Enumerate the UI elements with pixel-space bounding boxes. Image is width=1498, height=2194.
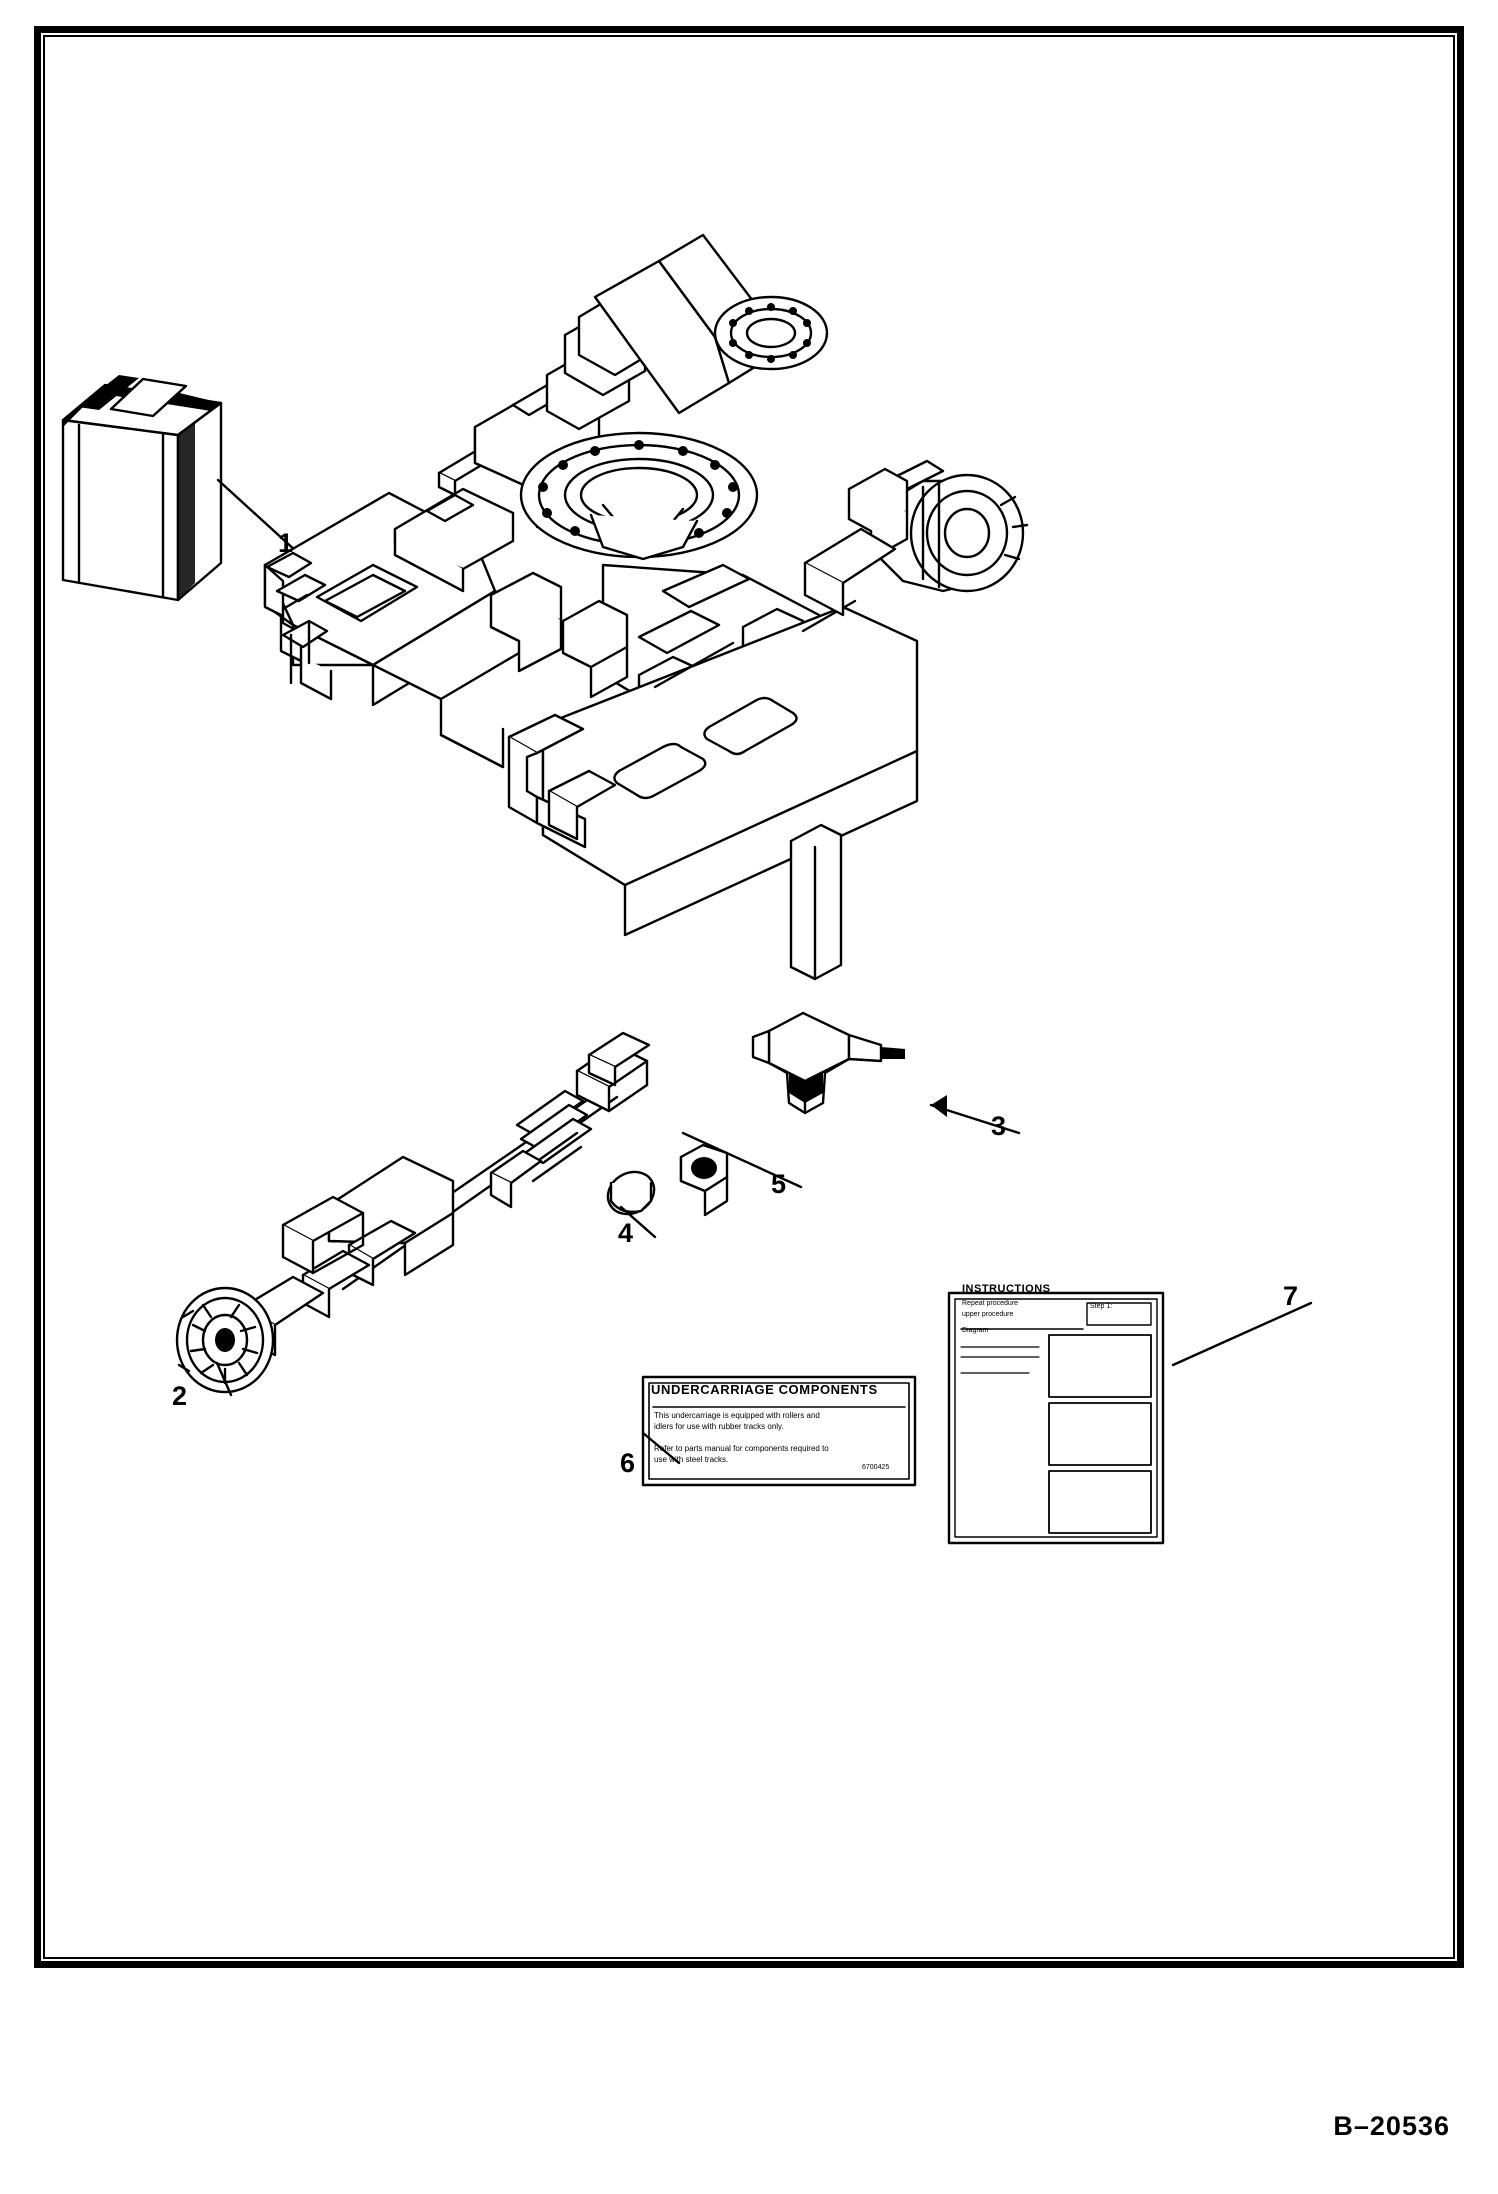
- part-3-grease-valve: [753, 825, 905, 1113]
- decal-undercarriage-line2: idlers for use with rubber tracks only.: [654, 1422, 784, 1431]
- part-2-idler-assembly: [177, 1157, 453, 1392]
- callout-1: 1: [278, 528, 294, 558]
- part-5-nut: [681, 1145, 727, 1215]
- decal-instructions-line3: Diagram: [962, 1327, 989, 1334]
- callout-6: 6: [620, 1448, 636, 1478]
- decal-instructions-title: INSTRUCTIONS: [962, 1283, 1051, 1295]
- parts-illustration: [43, 35, 1455, 1959]
- diagram-drawing-area: [43, 35, 1455, 1959]
- decal-undercarriage-part-number: 6700425: [862, 1464, 890, 1471]
- leader-7: [1173, 1303, 1311, 1365]
- callout-3: 3: [991, 1111, 1007, 1141]
- part-1-manual: [63, 375, 221, 600]
- part-4-washer: [600, 1164, 662, 1223]
- callout-4: 4: [618, 1218, 634, 1248]
- decal-undercarriage-title: UNDERCARRIAGE COMPONENTS: [651, 1382, 878, 1397]
- decal-undercarriage-line3: Refer to parts manual for components required to: [654, 1444, 829, 1453]
- decal-instructions-line2: upper procedure: [962, 1311, 1014, 1318]
- decal-undercarriage-line1: This undercarriage is equipped with rollers and: [654, 1411, 820, 1420]
- decal-instructions-right-label: Step 1:: [1090, 1303, 1113, 1310]
- decal-undercarriage-line4: use with steel tracks.: [654, 1455, 729, 1464]
- callout-7: 7: [1283, 1281, 1299, 1311]
- decal-instructions-line1: Repeat procedure: [962, 1300, 1019, 1307]
- document-code: B–20536: [1333, 2111, 1450, 2141]
- callout-5: 5: [771, 1169, 787, 1199]
- callout-2: 2: [172, 1381, 188, 1411]
- undercarriage-frame-assembly: [265, 235, 1027, 935]
